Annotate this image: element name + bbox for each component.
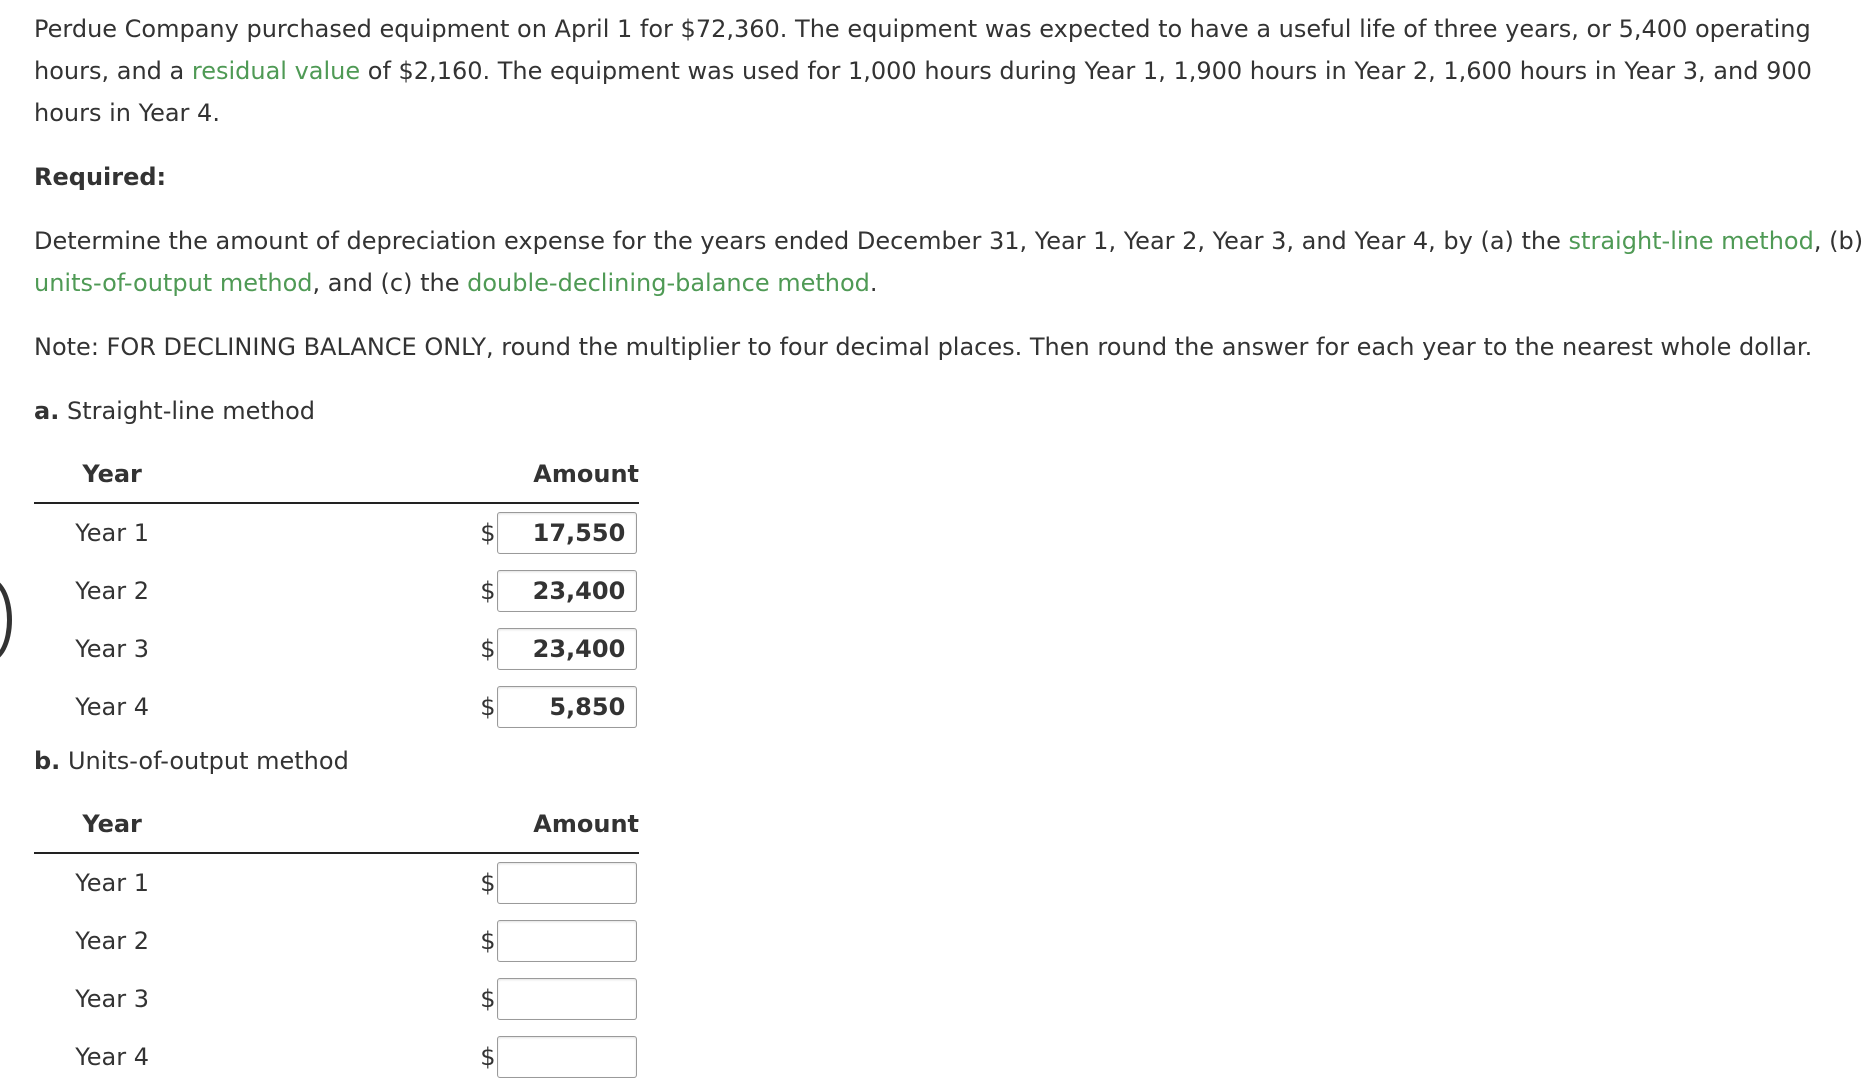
intro-text-after: of $2,160. The equipment was used for 1,000 hours during Year 1, 1,900 hours in Year 2, 1,600 hours in Year 3, and 900 hours in Year 4. [34,57,1812,127]
part-a-title: Straight-line method [66,397,315,425]
task-text-2: , (b) [1813,227,1864,255]
table-row [34,620,639,678]
table-row [34,503,639,562]
part-a-letter: a. [34,397,60,425]
row-year-label: Year 1 [75,519,149,547]
dollar-sign: $ [480,927,496,955]
row-year-label: Year 2 [75,577,149,605]
intro-text-before: Perdue Company purchased equipment on April 1 for $72,360. The equipment was expected to have a useful life of three years, or 5,400 operating hours, and a [34,15,1811,85]
required-heading: Required: [34,163,167,191]
dollar-sign: $ [480,577,496,605]
dollar-sign: $ [480,869,496,897]
table-row [34,970,639,1028]
task-text-3: , and (c) the [312,269,468,297]
glossary-link-units-of-output[interactable]: units-of-output method [34,269,313,297]
question-content [34,8,1864,1086]
table-row [34,1028,639,1086]
task-text-1: Determine the amount of depreciation expense for the years ended December 31, Year 1, Year 2, Year 3, and Year 4, by (a) the [34,227,1569,255]
straight-line-table [34,446,639,736]
table-row [34,562,639,620]
part-b-letter: b. [34,747,61,775]
row-year-label: Year 3 [75,985,149,1013]
dollar-sign: $ [480,985,496,1013]
column-header-year: Year [34,796,190,853]
units-of-output-year-1-input[interactable] [497,862,637,904]
task-text-4: . [869,269,878,297]
table-row [34,678,639,736]
dollar-sign: $ [480,693,496,721]
table-row [34,912,639,970]
straight-line-year-2-input[interactable]: 23,400 [497,570,637,612]
task-instructions [34,220,1864,304]
straight-line-year-3-input[interactable]: 23,400 [497,628,637,670]
glossary-link-straight-line[interactable]: straight-line method [1568,227,1814,255]
units-of-output-year-3-input[interactable] [497,978,637,1020]
row-year-label: Year 4 [75,693,149,721]
units-of-output-table [34,796,639,1086]
row-year-label: Year 2 [75,927,149,955]
column-header-year: Year [34,446,190,503]
row-year-label: Year 1 [75,869,149,897]
dollar-sign: $ [480,1043,496,1071]
straight-line-year-1-input[interactable]: 17,550 [497,512,637,554]
side-panel-handle[interactable] [0,578,12,662]
dollar-sign: $ [480,519,496,547]
units-of-output-year-2-input[interactable] [497,920,637,962]
glossary-link-double-declining[interactable]: double-declining-balance method [467,269,870,297]
rounding-note: Note: FOR DECLINING BALANCE ONLY, round the multiplier to four decimal places. Then round the answer for each year to the nearest whole dollar. [34,333,1813,361]
glossary-link-residual-value[interactable]: residual value [191,57,361,85]
problem-intro [34,8,1834,134]
column-header-amount: Amount [190,446,639,503]
row-year-label: Year 3 [75,635,149,663]
part-b-title: Units-of-output method [67,747,349,775]
part-b-label [34,740,1864,782]
straight-line-year-4-input[interactable]: 5,850 [497,686,637,728]
table-row [34,853,639,912]
row-year-label: Year 4 [75,1043,149,1071]
dollar-sign: $ [480,635,496,663]
column-header-amount: Amount [190,796,639,853]
part-a-label [34,390,1864,432]
units-of-output-year-4-input[interactable] [497,1036,637,1078]
